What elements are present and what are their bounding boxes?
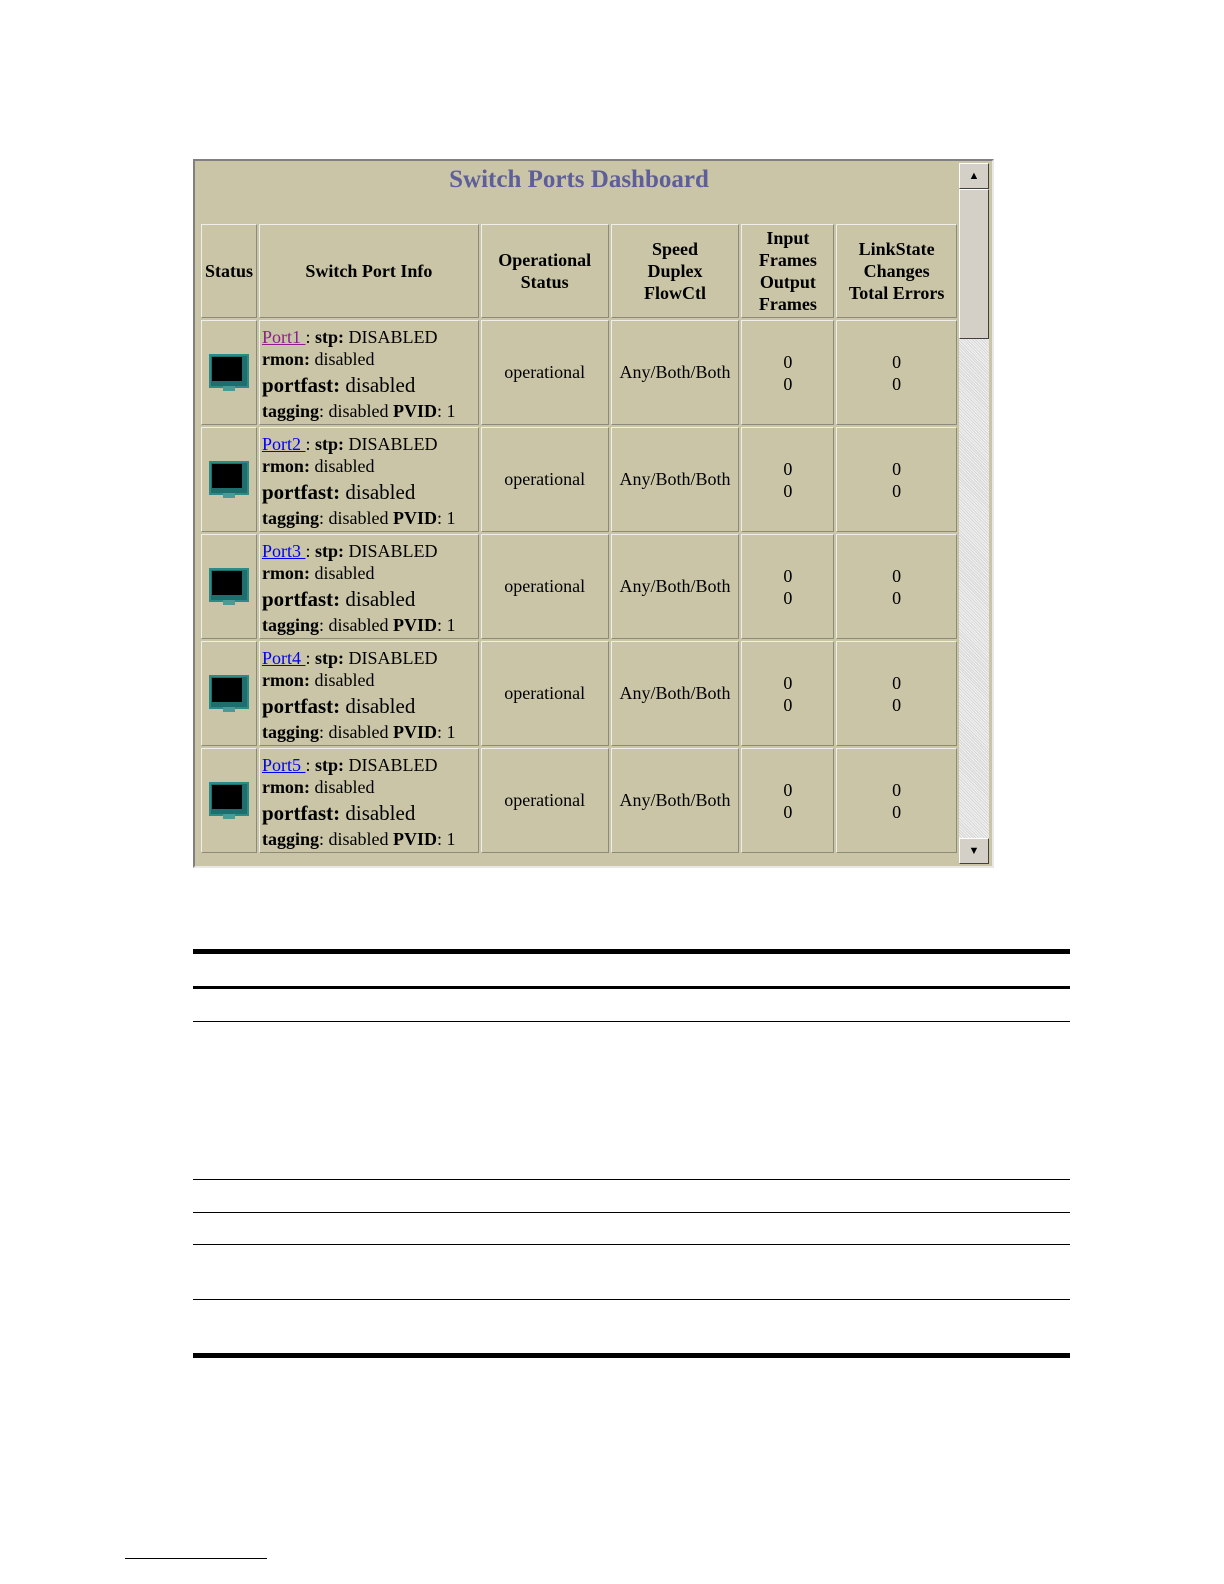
speed-duplex-cell: Any/Both/Both xyxy=(611,320,740,425)
header-op-line2: Status xyxy=(520,272,569,292)
table-row-divider xyxy=(193,1212,1070,1213)
operational-status-cell: operational xyxy=(481,427,609,532)
portfast-label: portfast: xyxy=(261,694,341,718)
port-link[interactable]: Port1 xyxy=(261,327,306,347)
linkstate-changes: 0 xyxy=(892,672,902,693)
input-frames: 0 xyxy=(783,672,793,693)
table-header-rule xyxy=(193,986,1070,989)
header-ls-line3: Total Errors xyxy=(848,283,945,303)
port-row xyxy=(201,320,957,425)
operational-status-cell: operational xyxy=(481,641,609,746)
tagging-label: tagging xyxy=(261,829,319,849)
rmon-value: disabled xyxy=(314,456,375,476)
tagging-value: : disabled xyxy=(318,722,393,742)
table-row-divider xyxy=(193,1299,1070,1300)
pvid-label: PVID xyxy=(392,508,437,528)
header-status-label: Status xyxy=(204,261,253,281)
tagging-label: tagging xyxy=(261,615,319,635)
table-bottom-rule xyxy=(193,1353,1070,1358)
pvid-label: PVID xyxy=(392,401,437,421)
frames-cell xyxy=(741,748,834,853)
port-info-cell: Port5 : stp: DISABLED rmon: disabled portfast: disabled tagging: disabled PVID: 1 xyxy=(259,748,479,853)
ports-table xyxy=(199,222,959,855)
header-row xyxy=(201,224,957,318)
port-status-monitor-icon xyxy=(209,568,249,606)
scroll-down-arrow-icon[interactable]: ▼ xyxy=(959,838,989,864)
stp-label: stp: xyxy=(314,541,344,561)
linkstate-changes: 0 xyxy=(892,458,902,479)
rmon-label: rmon: xyxy=(261,563,310,583)
port-info-cell: Port3 : stp: DISABLED rmon: disabled portfast: disabled tagging: disabled PVID: 1 xyxy=(259,534,479,639)
header-speed-line2: Duplex xyxy=(647,261,703,281)
port-status-monitor-icon xyxy=(209,461,249,499)
output-frames: 0 xyxy=(783,587,793,608)
pvid-label: PVID xyxy=(392,722,437,742)
stp-label: stp: xyxy=(314,434,344,454)
dashboard-title: Switch Ports Dashboard xyxy=(449,166,709,193)
input-frames: 0 xyxy=(783,351,793,372)
status-cell xyxy=(201,427,257,532)
port-row xyxy=(201,427,957,532)
total-errors: 0 xyxy=(892,801,902,822)
port-link[interactable]: Port3 xyxy=(261,541,306,561)
port-info-cell: Port4 : stp: DISABLED rmon: disabled portfast: disabled tagging: disabled PVID: 1 xyxy=(259,641,479,746)
port-row xyxy=(201,641,957,746)
operational-status-cell: operational xyxy=(481,534,609,639)
portfast-label: portfast: xyxy=(261,801,341,825)
linkstate-changes: 0 xyxy=(892,351,902,372)
header-speed-duplex-flowctl xyxy=(611,224,740,318)
rmon-value: disabled xyxy=(314,670,375,690)
status-cell xyxy=(201,641,257,746)
rmon-label: rmon: xyxy=(261,670,310,690)
status-cell xyxy=(201,534,257,639)
pvid-label: PVID xyxy=(392,829,437,849)
stp-value: DISABLED xyxy=(348,648,438,668)
header-in-line3: Output xyxy=(759,272,816,292)
table-top-rule xyxy=(193,949,1070,954)
port-info-cell: Port1 : stp: DISABLED rmon: disabled portfast: disabled tagging: disabled PVID: 1 xyxy=(259,320,479,425)
header-operational-status xyxy=(481,224,609,318)
port-status-monitor-icon xyxy=(209,782,249,820)
portfast-value: disabled xyxy=(345,373,416,397)
portfast-value: disabled xyxy=(345,587,416,611)
linkstate-cell xyxy=(836,534,957,639)
footnote-rule xyxy=(125,1558,267,1559)
stp-label: stp: xyxy=(314,648,344,668)
stp-value: DISABLED xyxy=(348,434,438,454)
stp-label: stp: xyxy=(314,755,344,775)
header-op-line1: Operational xyxy=(498,250,592,270)
portfast-label: portfast: xyxy=(261,373,341,397)
portfast-value: disabled xyxy=(345,480,416,504)
operational-status-cell: operational xyxy=(481,748,609,853)
input-frames: 0 xyxy=(783,565,793,586)
header-linkstate-errors xyxy=(836,224,957,318)
linkstate-cell xyxy=(836,748,957,853)
header-speed-line1: Speed xyxy=(652,239,699,259)
port-row xyxy=(201,534,957,639)
frames-cell xyxy=(741,534,834,639)
linkstate-cell xyxy=(836,320,957,425)
port-link[interactable]: Port5 xyxy=(261,755,306,775)
stp-value: DISABLED xyxy=(348,327,438,347)
rmon-value: disabled xyxy=(314,563,375,583)
table-row-divider xyxy=(193,1021,1070,1022)
stp-label: stp: xyxy=(314,327,344,347)
portfast-label: portfast: xyxy=(261,480,341,504)
status-cell xyxy=(201,748,257,853)
header-status xyxy=(201,224,257,318)
port-link[interactable]: Port2 xyxy=(261,434,306,454)
header-switch-port-info xyxy=(259,224,479,318)
portfast-value: disabled xyxy=(345,801,416,825)
rmon-value: disabled xyxy=(314,349,375,369)
header-frames xyxy=(741,224,834,318)
total-errors: 0 xyxy=(892,480,902,501)
input-frames: 0 xyxy=(783,458,793,479)
output-frames: 0 xyxy=(783,801,793,822)
total-errors: 0 xyxy=(892,587,902,608)
total-errors: 0 xyxy=(892,373,902,394)
pvid-value: : 1 xyxy=(436,615,456,635)
port-status-monitor-icon xyxy=(209,354,249,392)
header-in-line2: Frames xyxy=(758,250,817,270)
rmon-label: rmon: xyxy=(261,349,310,369)
header-ls-line2: Changes xyxy=(863,261,930,281)
pvid-value: : 1 xyxy=(436,401,456,421)
linkstate-cell xyxy=(836,427,957,532)
total-errors: 0 xyxy=(892,694,902,715)
header-in-line4: Frames xyxy=(758,294,817,314)
port-row xyxy=(201,748,957,853)
input-frames: 0 xyxy=(783,779,793,800)
rmon-label: rmon: xyxy=(261,456,310,476)
header-ls-line1: LinkState xyxy=(858,239,935,259)
vertical-scrollbar[interactable] xyxy=(959,163,989,864)
dashboard-content xyxy=(199,163,959,868)
stp-value: DISABLED xyxy=(348,755,438,775)
linkstate-changes: 0 xyxy=(892,565,902,586)
linkstate-changes: 0 xyxy=(892,779,902,800)
pvid-label: PVID xyxy=(392,615,437,635)
portfast-value: disabled xyxy=(345,694,416,718)
status-cell xyxy=(201,320,257,425)
frames-cell xyxy=(741,641,834,746)
port-status-monitor-icon xyxy=(209,675,249,713)
speed-duplex-cell: Any/Both/Both xyxy=(611,534,740,639)
pvid-value: : 1 xyxy=(436,829,456,849)
speed-duplex-cell: Any/Both/Both xyxy=(611,427,740,532)
tagging-label: tagging xyxy=(261,722,319,742)
header-speed-line3: FlowCtl xyxy=(644,283,707,303)
rmon-value: disabled xyxy=(314,777,375,797)
frames-cell xyxy=(741,320,834,425)
output-frames: 0 xyxy=(783,694,793,715)
output-frames: 0 xyxy=(783,480,793,501)
tagging-label: tagging xyxy=(261,508,319,528)
tagging-value: : disabled xyxy=(318,508,393,528)
tagging-value: : disabled xyxy=(318,401,393,421)
port-info-cell: Port2 : stp: DISABLED rmon: disabled portfast: disabled tagging: disabled PVID: 1 xyxy=(259,427,479,532)
header-info-label: Switch Port Info xyxy=(305,261,433,281)
table-row-divider xyxy=(193,1179,1070,1180)
speed-duplex-cell: Any/Both/Both xyxy=(611,641,740,746)
operational-status-cell: operational xyxy=(481,320,609,425)
pvid-value: : 1 xyxy=(436,508,456,528)
speed-duplex-cell: Any/Both/Both xyxy=(611,748,740,853)
tagging-value: : disabled xyxy=(318,829,393,849)
table-row-divider xyxy=(193,1244,1070,1245)
port-link[interactable]: Port4 xyxy=(261,648,306,668)
stp-value: DISABLED xyxy=(348,541,438,561)
scrollbar-thumb[interactable] xyxy=(959,189,989,339)
rmon-label: rmon: xyxy=(261,777,310,797)
tagging-value: : disabled xyxy=(318,615,393,635)
header-in-line1: Input xyxy=(766,228,810,248)
switch-ports-dashboard-screenshot xyxy=(193,159,994,868)
pvid-value: : 1 xyxy=(436,722,456,742)
output-frames: 0 xyxy=(783,373,793,394)
linkstate-cell xyxy=(836,641,957,746)
tagging-label: tagging xyxy=(261,401,319,421)
frames-cell xyxy=(741,427,834,532)
scroll-up-arrow-icon[interactable]: ▲ xyxy=(959,163,989,189)
portfast-label: portfast: xyxy=(261,587,341,611)
